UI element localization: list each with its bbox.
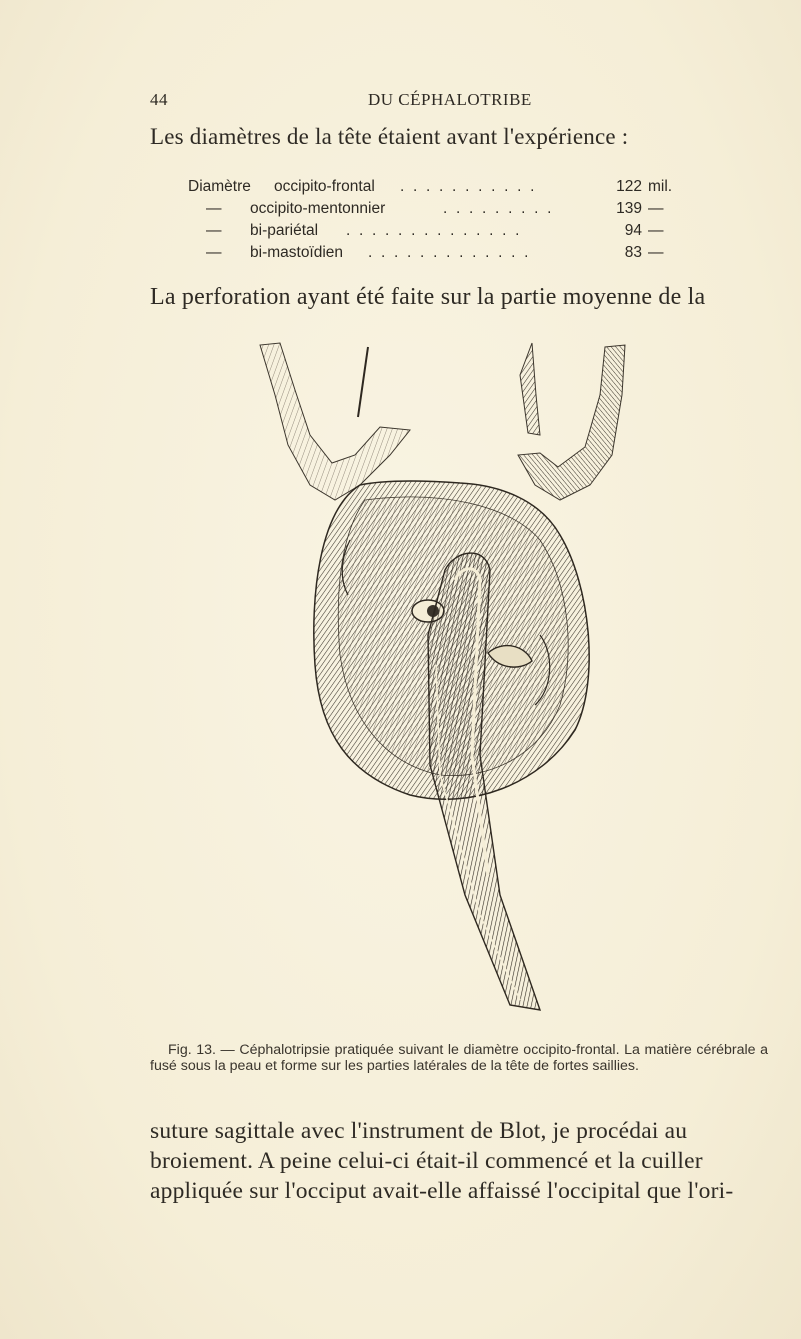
table-row: [188, 242, 698, 264]
row-unit: —: [648, 244, 664, 261]
row-value: 122: [616, 178, 642, 195]
diameter-table: [188, 176, 698, 264]
row-value: 94: [624, 222, 642, 239]
running-title: DU CÉPHALOTRIBE: [368, 90, 532, 109]
left-handle-icon: [260, 343, 410, 500]
table-row: [188, 176, 698, 198]
row-label: occipito-mentonnier: [250, 200, 386, 217]
row-label: bi-mastoïdien: [250, 244, 344, 261]
figure-caption: Fig. 13. — Céphalotripsie pratiquée suivant le diamètre occipito-frontal. La matière cérébrale a fusé sous la peau et forme sur les parties latérales de la tête de fortes saillies.: [150, 1042, 768, 1074]
row-unit: —: [648, 200, 664, 217]
leader-dots: . . . . . . . . . . . . .: [368, 244, 531, 261]
page-number: 44: [150, 90, 168, 109]
intro-line: Les diamètres de la tête étaient avant l'expérience :: [150, 124, 629, 149]
row-label: bi-pariétal: [250, 222, 319, 239]
leader-dots: . . . . . . . . . . .: [400, 178, 537, 195]
row-unit: mil.: [648, 178, 673, 195]
body-line-2: broiement. A peine celui-ci était-il commencé et la cuiller: [150, 1148, 703, 1174]
row-unit: —: [648, 222, 664, 239]
right-handle-icon: [518, 343, 625, 500]
body-line-1: suture sagittale avec l'instrument de Blot, je procédai au: [150, 1118, 688, 1144]
row-prefix: —: [206, 244, 222, 261]
table-row: [188, 198, 698, 220]
leader-dots: . . . . . . . . . . . . . .: [346, 222, 522, 239]
running-head: [150, 90, 710, 114]
row-value: 139: [616, 200, 642, 217]
engraving-illustration: [240, 335, 640, 1030]
row-value: 83: [624, 244, 642, 261]
row-prefix: Diamètre: [188, 178, 251, 195]
row-label: occipito-frontal: [274, 178, 375, 195]
row-prefix: —: [206, 222, 222, 239]
table-row: [188, 220, 698, 242]
perforation-line: La perforation ayant été faite sur la partie moyenne de la: [150, 284, 706, 310]
row-prefix: —: [206, 200, 222, 217]
body-line-3: appliquée sur l'occiput avait-elle affaissé l'occipital que l'ori-: [150, 1178, 734, 1204]
leader-dots: . . . . . . . . .: [443, 200, 554, 217]
